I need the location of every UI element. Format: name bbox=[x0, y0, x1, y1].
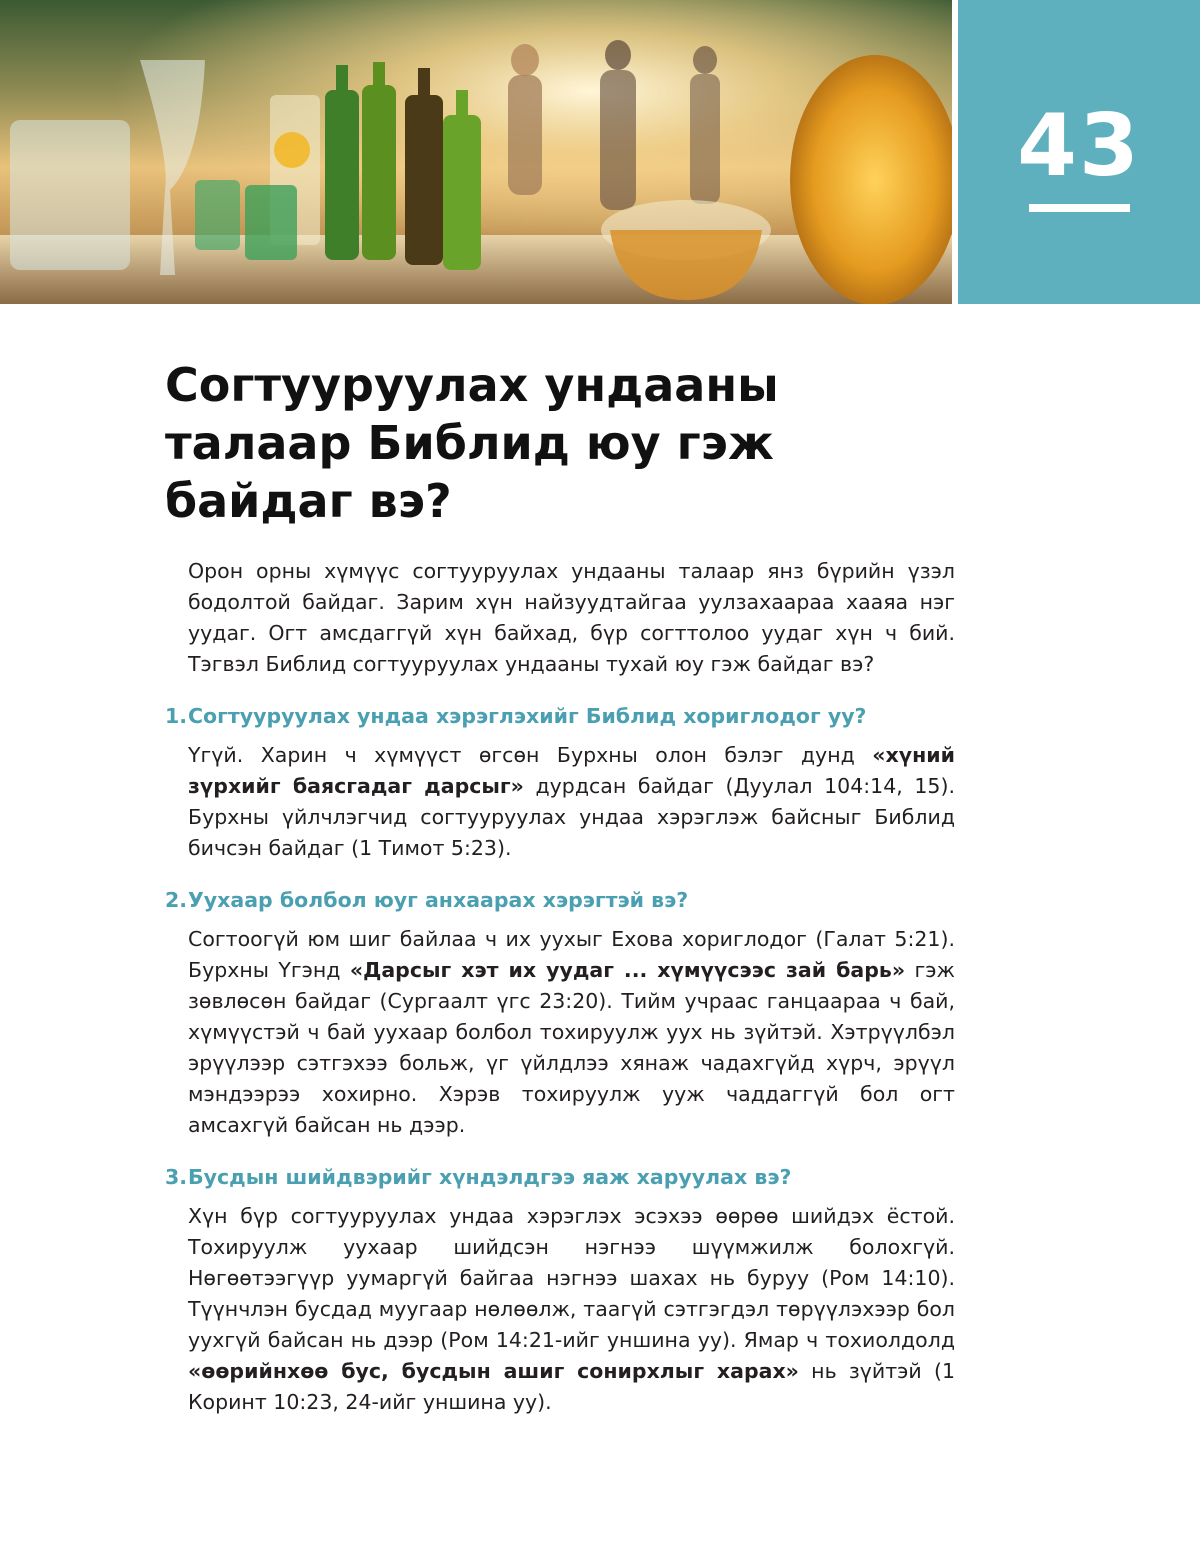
answer-1 bbox=[188, 740, 955, 864]
lesson-number-underline bbox=[1029, 204, 1130, 212]
title-line: Согтууруулах ундааны bbox=[165, 358, 779, 412]
answer-text: Үгүй. Харин ч хүмүүст өгсөн Бурхны олон бэлэг дунд bbox=[188, 743, 873, 767]
question-number: 2. bbox=[165, 888, 188, 912]
answer-text: нь зүйтэй (1 Коринт 10:23, 24-ийг уншина уу). bbox=[188, 1359, 956, 1414]
question-1 bbox=[165, 702, 955, 730]
lesson-content bbox=[165, 556, 955, 1418]
title-line: байдаг вэ? bbox=[165, 474, 452, 528]
answer-text: Хүн бүр согтууруулах ундаа хэрэглэх эсэхээ өөрөө шийдэх ёстой. Тохируулж уухаар шийдсэн нэгнээ шүүмжилж болохгүй. Нөгөөтээгүүр уумаргүй байгаа нэгнээ шахах нь буруу (Ром 14:10). Түүнчлэн бусдад муугаар нөлөөлж, таагүй сэтгэгдэл төрүүлэхээр бол уухгүй байсан нь дээр (Ром 14:21-ийг уншина уу). Ямар ч тохиолдолд bbox=[188, 1204, 955, 1352]
question-2 bbox=[165, 886, 955, 914]
answer-text: Согтоогүй юм шиг байлаа ч их уухыг Ехова хориглодог (Галат 5:21). Бурхны Үгэнд bbox=[188, 927, 955, 982]
answer-3 bbox=[188, 1201, 955, 1418]
answer-quote: «хүний зүрхийг баясгадаг дарсыг» bbox=[188, 743, 955, 798]
question-number: 3. bbox=[165, 1165, 188, 1189]
lesson-badge bbox=[958, 0, 1200, 304]
title-line: талаар Библид юу гэж bbox=[165, 416, 774, 470]
answer-text: дурдсан байдаг (Дуулал 104:14, 15). Бурхны үйлчлэгчид согтууруулах ундаа хэрэглэж байсныг Библид бичсэн байдаг (1 Тимот 5:23). bbox=[188, 774, 955, 860]
page-title bbox=[165, 356, 965, 530]
answer-quote: «өөрийнхөө бус, бусдын ашиг сонирхлыг харах» bbox=[188, 1359, 799, 1383]
answer-quote: «Дарсыг хэт их уудаг ... хүмүүсээс зай барь» bbox=[349, 958, 906, 982]
question-text: Согтууруулах ундаа хэрэглэхийг Библид хориглодог уу? bbox=[188, 704, 867, 728]
answer-text: гэж зөвлөсөн байдаг (Сургаалт үгс 23:20). Тийм учраас ганцаараа ч бай, хүмүүстэй ч бай уухаар болбол тохируулж уух нь зүйтэй. Хэтрүүлбэл эрүүлээр сэтгэхээ больж, үг үйлдлээ хянаж чадахгүйд хүрч, эрүүл мэндээрээ хохирно. Хэрэв тохируулж ууж чаддаггүй бол огт амсахгүй байсан нь дээр. bbox=[188, 958, 955, 1137]
lesson-number: 43 bbox=[1017, 96, 1141, 196]
intro-paragraph: Орон орны хүмүүс согтууруулах ундааны талаар янз бүрийн үзэл бодолтой байдаг. Зарим хүн найзуудтайгаа уулзахаараа хааяа нэг уудаг. Огт амсдаггүй хүн байхад, бүр согттолоо уудаг хүн ч бий. Тэгвэл Библид согтууруулах ундааны тухай юу гэж байдаг вэ? bbox=[188, 559, 955, 676]
question-text: Бусдын шийдвэрийг хүндэлдгээ яаж харуулах вэ? bbox=[188, 1165, 792, 1189]
question-text: Уухаар болбол юуг анхаарах хэрэгтэй вэ? bbox=[188, 888, 689, 912]
answer-2 bbox=[188, 924, 955, 1141]
hero-photo bbox=[0, 0, 952, 304]
question-3 bbox=[165, 1163, 955, 1191]
drinks-table-photo bbox=[0, 0, 952, 304]
question-number: 1. bbox=[165, 704, 188, 728]
